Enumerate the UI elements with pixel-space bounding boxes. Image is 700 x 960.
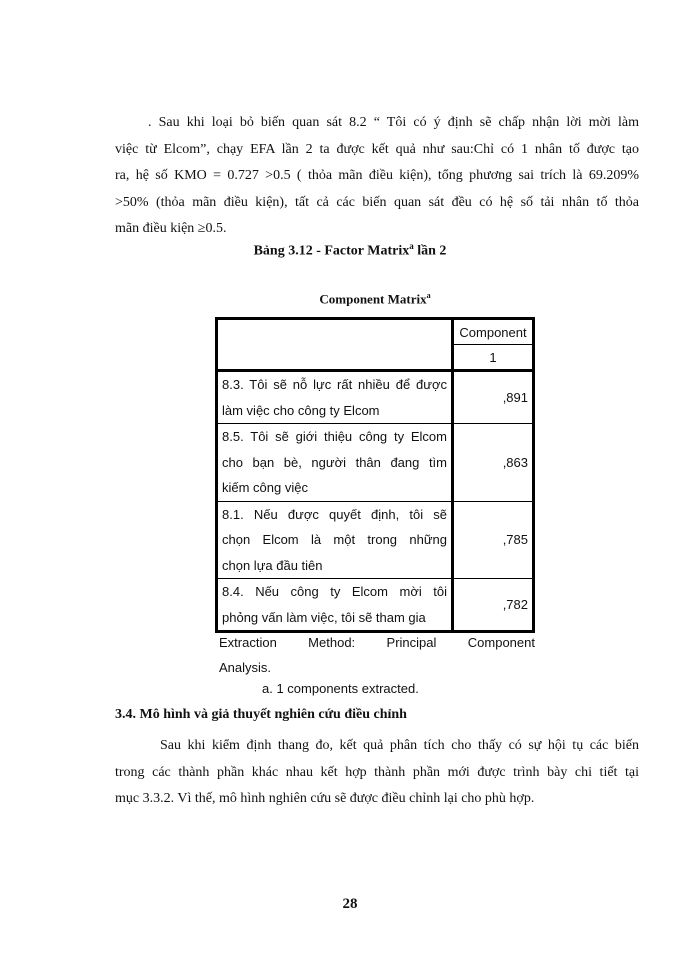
header-component-cell: Component: [453, 319, 534, 345]
table-row: [217, 371, 534, 424]
variable-label-line: kiếm công việc: [222, 480, 308, 495]
intro-line: mãn điều kiện ≥0.5.: [115, 221, 227, 236]
header-index-cell: 1: [453, 345, 534, 371]
variable-label-line: 8.1. Nếu được quyết định, tôi sẽ: [222, 506, 447, 522]
intro-paragraph: [115, 110, 639, 243]
components-extracted-note: a. 1 components extracted.: [262, 681, 419, 696]
variable-label-cell: [217, 424, 453, 502]
table-header-row: [217, 319, 534, 345]
matrix-title-text: Component Matrix: [319, 291, 427, 307]
intro-line: ra, hệ số KMO = 0.727 >0.5 ( thỏa mãn điều kiện), tổng phương sai trích là 69.209%: [115, 168, 639, 183]
header-empty-cell: [217, 319, 453, 371]
table-caption-sup: a: [409, 241, 414, 251]
intro-line: >50% (thỏa mãn điều kiện), tất cả các biến quan sát đều có hệ số tải nhân tố thỏa: [115, 194, 639, 210]
intro-line: . Sau khi loại bỏ biến quan sát 8.2 “ Tôi có ý định sẽ chấp nhận lời mời làm: [148, 115, 639, 130]
variable-label-cell: [217, 501, 453, 579]
variable-label-cell: [217, 579, 453, 632]
section-line: mục 3.3.2. Vì thế, mô hình nghiên cứu sẽ được điều chỉnh lại cho phù hợp.: [115, 791, 535, 806]
section-paragraph: [115, 733, 639, 813]
extraction-line: Analysis.: [219, 660, 272, 675]
loading-value-cell: ,782: [453, 579, 534, 632]
extraction-method-note: [219, 630, 535, 680]
loading-value-cell: ,785: [453, 501, 534, 579]
variable-label-line: 8.5. Tôi sẽ giới thiệu công ty Elcom: [222, 429, 447, 444]
page-number: 28: [342, 896, 358, 912]
variable-label-line: làm việc cho công ty Elcom: [222, 402, 380, 418]
matrix-title: [215, 291, 535, 307]
matrix-title-sup: a: [426, 291, 431, 300]
variable-label-line: 8.3. Tôi sẽ nỗ lực rất nhiều để được: [222, 377, 447, 392]
section-heading: 3.4. Mô hình và giả thuyết nghiên cứu điều chỉnh: [115, 707, 407, 722]
table-caption-suffix: lần 2: [413, 243, 447, 259]
table-caption-text: Bảng 3.12 - Factor Matrix: [253, 243, 410, 259]
section-line: Sau khi kiểm định thang đo, kết quả phân tích cho thấy có sự hội tụ các biến: [160, 738, 639, 753]
variable-label-line: chọn Elcom là một trong những: [222, 532, 447, 547]
variable-label-line: chọn lựa đầu tiên: [222, 557, 323, 573]
variable-label-line: cho bạn bè, người thân đang tìm: [222, 454, 447, 470]
variable-label-line: phỏng vấn làm việc, tôi sẽ tham gia: [222, 609, 426, 625]
table-row: [217, 501, 534, 579]
section-line: trong các thành phần khác nhau kết hợp thành phần mới được trình bày chi tiết tại: [115, 764, 639, 780]
table-caption: [0, 241, 700, 260]
table-row: [217, 579, 534, 632]
loading-value-cell: ,891: [453, 371, 534, 424]
component-matrix-table: [215, 317, 535, 633]
extraction-line: Extraction Method: Principal Component: [219, 635, 535, 650]
loading-value-cell: ,863: [453, 424, 534, 502]
variable-label-cell: [217, 371, 453, 424]
variable-label-line: 8.4. Nếu công ty Elcom mời tôi: [222, 584, 447, 599]
intro-line: việc từ Elcom”, chạy EFA lần 2 ta được kết quả như sau:Chỉ có 1 nhân tố được tạo: [115, 141, 639, 157]
table-row: [217, 424, 534, 502]
